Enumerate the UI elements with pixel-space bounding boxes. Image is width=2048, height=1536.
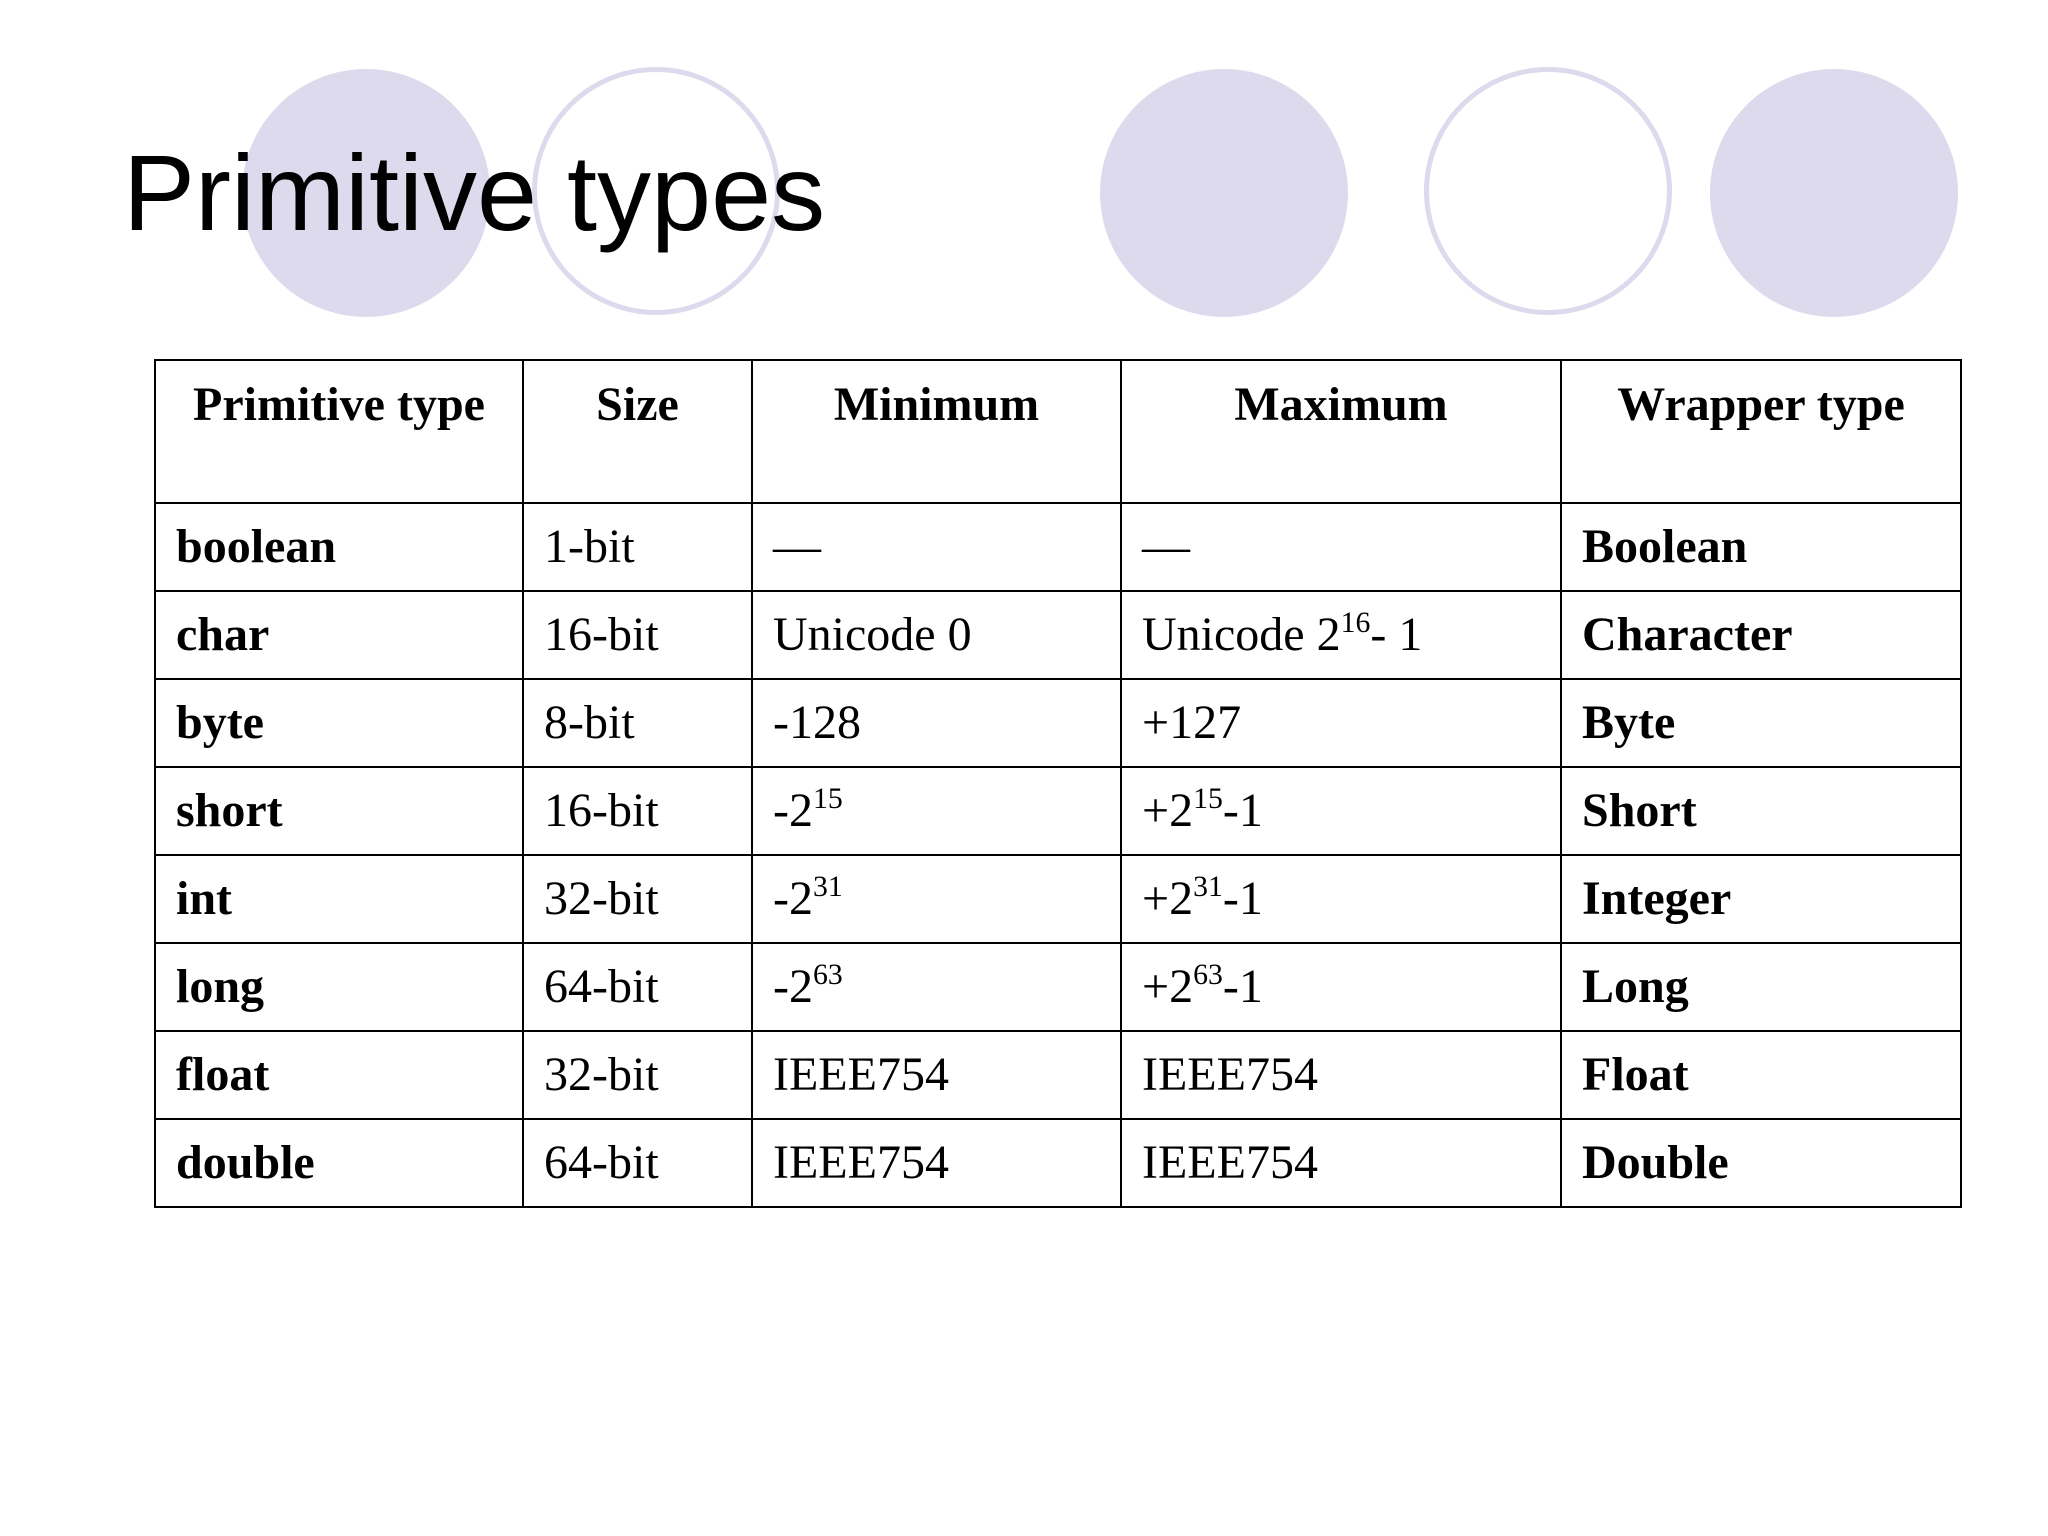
cell-maximum [1121, 855, 1561, 943]
cell-primitive-type: float [155, 1031, 523, 1119]
cell-maximum-suffix: -1 [1222, 960, 1263, 1013]
cell-minimum [752, 591, 1121, 679]
cell-maximum-suffix: -1 [1222, 784, 1263, 837]
cell-primitive-type: int [155, 855, 523, 943]
table-row [155, 679, 1961, 767]
cell-maximum-exponent: 16 [1340, 606, 1371, 640]
cell-maximum-exponent: 15 [1193, 782, 1223, 816]
cell-maximum-base: Unicode 2 [1142, 608, 1341, 661]
decorative-circle-outline [1424, 67, 1672, 315]
cell-primitive-type: short [155, 767, 523, 855]
cell-maximum [1121, 767, 1561, 855]
cell-minimum-base: — [773, 520, 821, 573]
cell-maximum [1121, 1031, 1561, 1119]
cell-minimum [752, 1119, 1121, 1207]
cell-maximum-suffix: - 1 [1370, 608, 1423, 661]
cell-wrapper-type: Character [1561, 591, 1961, 679]
column-header-primitive-type: Primitive type [155, 360, 523, 503]
table-row [155, 1119, 1961, 1207]
cell-maximum-base: IEEE754 [1142, 1136, 1318, 1189]
cell-maximum [1121, 679, 1561, 767]
column-header-wrapper-type: Wrapper type [1561, 360, 1961, 503]
decorative-circle-filled [1100, 69, 1348, 317]
cell-minimum-exponent: 15 [812, 782, 843, 816]
column-header-maximum: Maximum [1121, 360, 1561, 503]
cell-wrapper-type: Double [1561, 1119, 1961, 1207]
cell-maximum-base: +127 [1142, 696, 1242, 749]
column-header-minimum: Minimum [752, 360, 1121, 503]
cell-minimum-exponent: 63 [812, 958, 843, 992]
cell-maximum-exponent: 31 [1193, 870, 1223, 904]
cell-size: 32-bit [523, 1031, 752, 1119]
cell-minimum-base: -2 [773, 872, 813, 925]
cell-minimum-exponent: 31 [812, 870, 843, 904]
table-row [155, 855, 1961, 943]
cell-minimum-base: -2 [773, 960, 813, 1013]
cell-minimum-base: -128 [773, 696, 861, 749]
primitive-types-table [154, 359, 1962, 1208]
cell-primitive-type: double [155, 1119, 523, 1207]
cell-maximum [1121, 591, 1561, 679]
cell-maximum-base: — [1142, 520, 1190, 573]
cell-size: 64-bit [523, 943, 752, 1031]
cell-wrapper-type: Short [1561, 767, 1961, 855]
cell-maximum [1121, 943, 1561, 1031]
table-row [155, 503, 1961, 591]
cell-minimum [752, 503, 1121, 591]
cell-size: 16-bit [523, 591, 752, 679]
cell-primitive-type: long [155, 943, 523, 1031]
cell-primitive-type: char [155, 591, 523, 679]
cell-size: 1-bit [523, 503, 752, 591]
cell-maximum-exponent: 63 [1193, 958, 1223, 992]
cell-maximum-base: IEEE754 [1142, 1048, 1318, 1101]
cell-size: 8-bit [523, 679, 752, 767]
cell-minimum-base: IEEE754 [773, 1136, 949, 1189]
table-header-row [155, 360, 1961, 503]
cell-minimum [752, 943, 1121, 1031]
cell-size: 16-bit [523, 767, 752, 855]
table-row [155, 767, 1961, 855]
cell-minimum [752, 767, 1121, 855]
slide-title: Primitive types [123, 132, 826, 253]
table-row [155, 1031, 1961, 1119]
decorative-circle-filled [1710, 69, 1958, 317]
cell-primitive-type: byte [155, 679, 523, 767]
cell-minimum [752, 679, 1121, 767]
cell-minimum-base: IEEE754 [773, 1048, 949, 1101]
cell-maximum-base: +2 [1142, 872, 1194, 925]
cell-wrapper-type: Long [1561, 943, 1961, 1031]
column-header-size: Size [523, 360, 752, 503]
table-row [155, 591, 1961, 679]
cell-wrapper-type: Boolean [1561, 503, 1961, 591]
cell-maximum-suffix: -1 [1222, 872, 1263, 925]
cell-size: 32-bit [523, 855, 752, 943]
cell-minimum [752, 1031, 1121, 1119]
cell-wrapper-type: Integer [1561, 855, 1961, 943]
cell-maximum [1121, 1119, 1561, 1207]
cell-minimum [752, 855, 1121, 943]
cell-wrapper-type: Byte [1561, 679, 1961, 767]
cell-minimum-base: -2 [773, 784, 813, 837]
cell-maximum-base: +2 [1142, 784, 1194, 837]
cell-size: 64-bit [523, 1119, 752, 1207]
cell-maximum [1121, 503, 1561, 591]
cell-maximum-base: +2 [1142, 960, 1194, 1013]
cell-minimum-base: Unicode 0 [773, 608, 972, 661]
cell-primitive-type: boolean [155, 503, 523, 591]
table-row [155, 943, 1961, 1031]
cell-wrapper-type: Float [1561, 1031, 1961, 1119]
